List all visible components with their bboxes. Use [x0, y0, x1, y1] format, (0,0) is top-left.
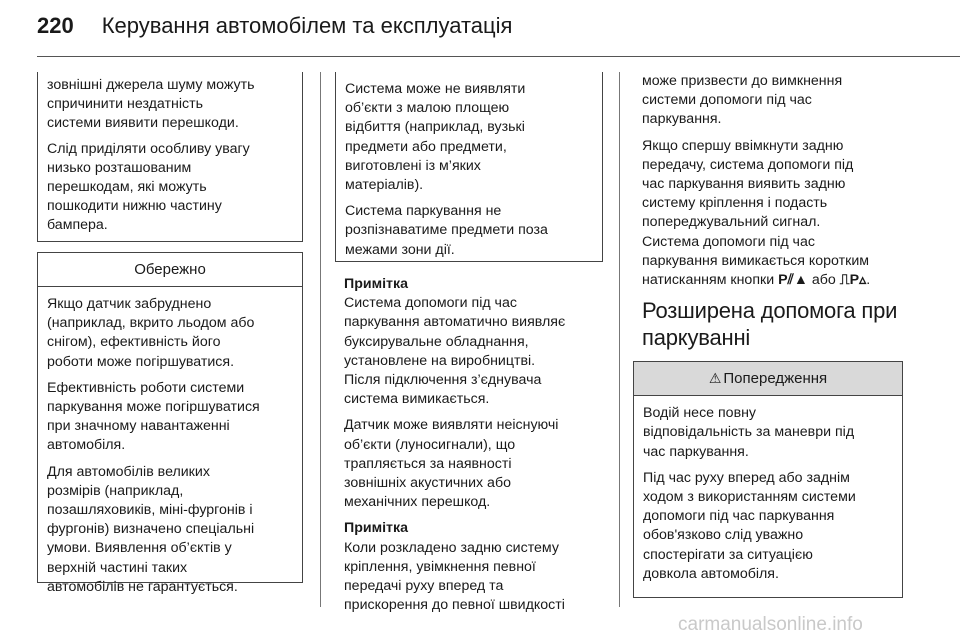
- caution-paragraph: Якщо датчик забруднено (наприклад, вкрито льодом або снігом), ефективність його роботи може погіршуватися.: [47, 296, 255, 370]
- body-paragraph: Датчик може виявляти неіснуючі об’єкти (луносигнали), що трапляється за наявності зовнішніх акустичних або механічних перешкод.: [344, 417, 559, 511]
- page-title: Керування автомобілем та експлуатація: [101, 13, 513, 38]
- warning-icon: ⚠: [708, 370, 722, 387]
- continued-caution-box-2: [335, 72, 603, 262]
- watermark: carmanualsonline.info: [678, 614, 863, 635]
- parking-assist-button-icon: P⫽▲: [778, 272, 808, 289]
- header-rule: [37, 56, 960, 57]
- warning-box: [633, 361, 903, 598]
- warning-header: [634, 362, 902, 396]
- warning-paragraph: Під час руху вперед або заднім ходом з використанням системи допомоги під час паркування обов'язково слід уважно спостерігати за ситуацією довкола автомобіля.: [643, 469, 856, 582]
- note-heading: Примітка: [344, 276, 408, 292]
- continued-caution-box: [37, 72, 303, 242]
- caution-paragraph: Ефективність роботи системи паркування може погіршуватися при значному навантаженні автомобіля.: [47, 379, 260, 454]
- box-paragraph: Система може не виявляти об’єкти з малою площею відбиття (наприклад, вузькі предмети або предмети, виготовлені із м’яких матеріалів).: [345, 81, 526, 194]
- note-text: Система допомоги під час паркування автоматично виявляє буксирувальне обладнання, установлене на виробництві. Після підключення з’єднувача система вимикається.: [344, 295, 566, 408]
- body-paragraph: Якщо спершу ввімкнути задню передачу, система допомоги під час паркування виявить задню систему кріплення і подасть попереджувальний сигнал. Система допомоги під час паркування вимикається коротким натисканням кнопки P⫽▲ або ⎍P▵.: [642, 137, 871, 289]
- continued-text-1: зовнішні джерела шуму можуть спричинити нездатність системи виявити перешкоди.: [47, 77, 255, 132]
- note-text: Коли розкладено задню систему кріплення, увімкнення певної передачі руху вперед та прискорення до певної швидкості: [344, 539, 565, 614]
- column-3: [633, 72, 903, 598]
- page-number: 220: [37, 13, 74, 38]
- caution-paragraph: Для автомобілів великих розмірів (наприклад, позашляховиків, міні-фургонів і фургонів) визначено спеціальні умови. Виявлення об’єктів у верхній частині таких автомобілів не гарантується.: [47, 463, 255, 595]
- caution-title: Обережно: [38, 253, 302, 287]
- box-paragraph: Система паркування не розпізнаватиме предмети поза межами зони дії.: [345, 203, 548, 258]
- page-header: [37, 12, 512, 40]
- note-heading: Примітка: [344, 520, 408, 537]
- column-divider: [619, 72, 620, 607]
- warning-title: Попередження: [723, 370, 828, 388]
- warning-paragraph: Водій несе повну відповідальність за маневри під час паркування.: [643, 405, 855, 460]
- advanced-parking-assist-button-icon: ⎍P▵: [839, 272, 867, 289]
- caution-box: [37, 252, 303, 595]
- body-paragraph: може призвести до вимкнення системи допомоги під час паркування.: [642, 73, 843, 128]
- column-1: [37, 72, 303, 595]
- column-divider: [320, 72, 321, 607]
- column-2: [335, 72, 603, 622]
- section-title: Розширена допомога при паркуванні: [642, 298, 898, 351]
- continued-text-2: Слід приділяти особливу увагу низько розташованим перешкодам, які можуть пошкодити нижню частину бампера.: [47, 140, 250, 234]
